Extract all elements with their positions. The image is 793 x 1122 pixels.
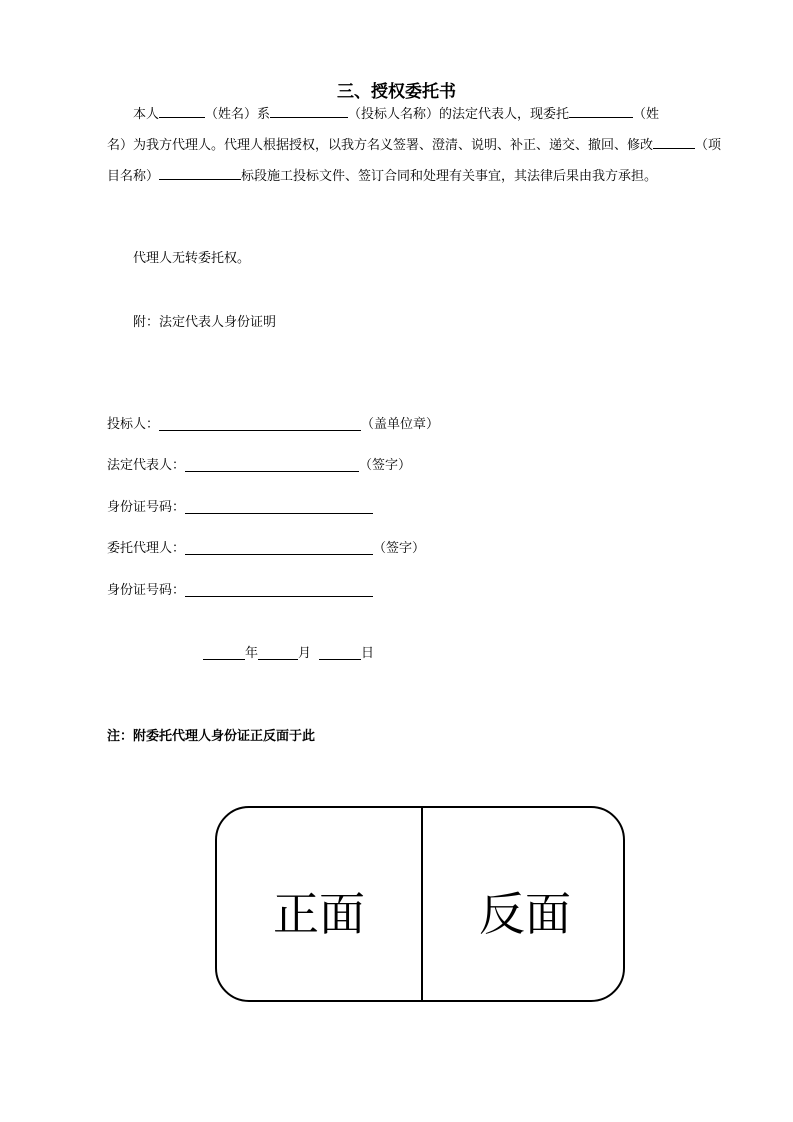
year-blank[interactable] (203, 645, 245, 660)
attachment-statement: 附：法定代表人身份证明 (133, 315, 277, 330)
signature-row-bidder: 投标人： （盖单位章） (107, 417, 440, 432)
id-number-line-1[interactable] (185, 499, 373, 514)
signature-row-id-number-1: 身份证号码： (107, 498, 373, 518)
agent-name-blank[interactable] (569, 103, 633, 118)
legal-rep-signature-line[interactable] (185, 457, 359, 472)
project-name-blank[interactable] (653, 134, 695, 149)
paragraph-line-1: 本人 （姓名）系 （投标人名称）的法定代表人，现委托 （姓 (107, 99, 727, 130)
name-blank[interactable] (159, 103, 205, 118)
id-attachment-note: 注：附委托代理人身份证正反面于此 (107, 729, 316, 744)
section-blank[interactable] (159, 165, 241, 180)
agent-signature-line[interactable] (185, 540, 373, 555)
date-row: 年 月 日 (203, 644, 374, 664)
authorization-paragraph (107, 99, 727, 192)
month-blank[interactable] (258, 645, 298, 660)
id-number-line-2[interactable] (185, 582, 373, 597)
signature-row-legal-rep: 法定代表人： （签字） (107, 458, 412, 473)
day-blank[interactable] (319, 645, 361, 660)
signature-row-agent: 委托代理人： （签字） (107, 541, 426, 556)
paragraph-line-3: 目名称） 标段施工投标文件、签订合同和处理有关事宜，其法律后果由我方承担。 (107, 161, 727, 192)
bidder-name-blank[interactable] (270, 103, 348, 118)
document-title: 三、授权委托书 (337, 82, 456, 102)
no-transfer-statement: 代理人无转委托权。 (133, 251, 251, 266)
paragraph-line-2: 名）为我方代理人。代理人根据授权，以我方名义签署、澄清、说明、补正、递交、撤回、修改 （项 (107, 130, 727, 161)
signature-row-id-number-2: 身份证号码： (107, 581, 373, 601)
bidder-signature-line[interactable] (159, 416, 361, 431)
id-card-front-label: 正面 (273, 887, 365, 941)
id-card-back-label: 反面 (479, 887, 571, 941)
